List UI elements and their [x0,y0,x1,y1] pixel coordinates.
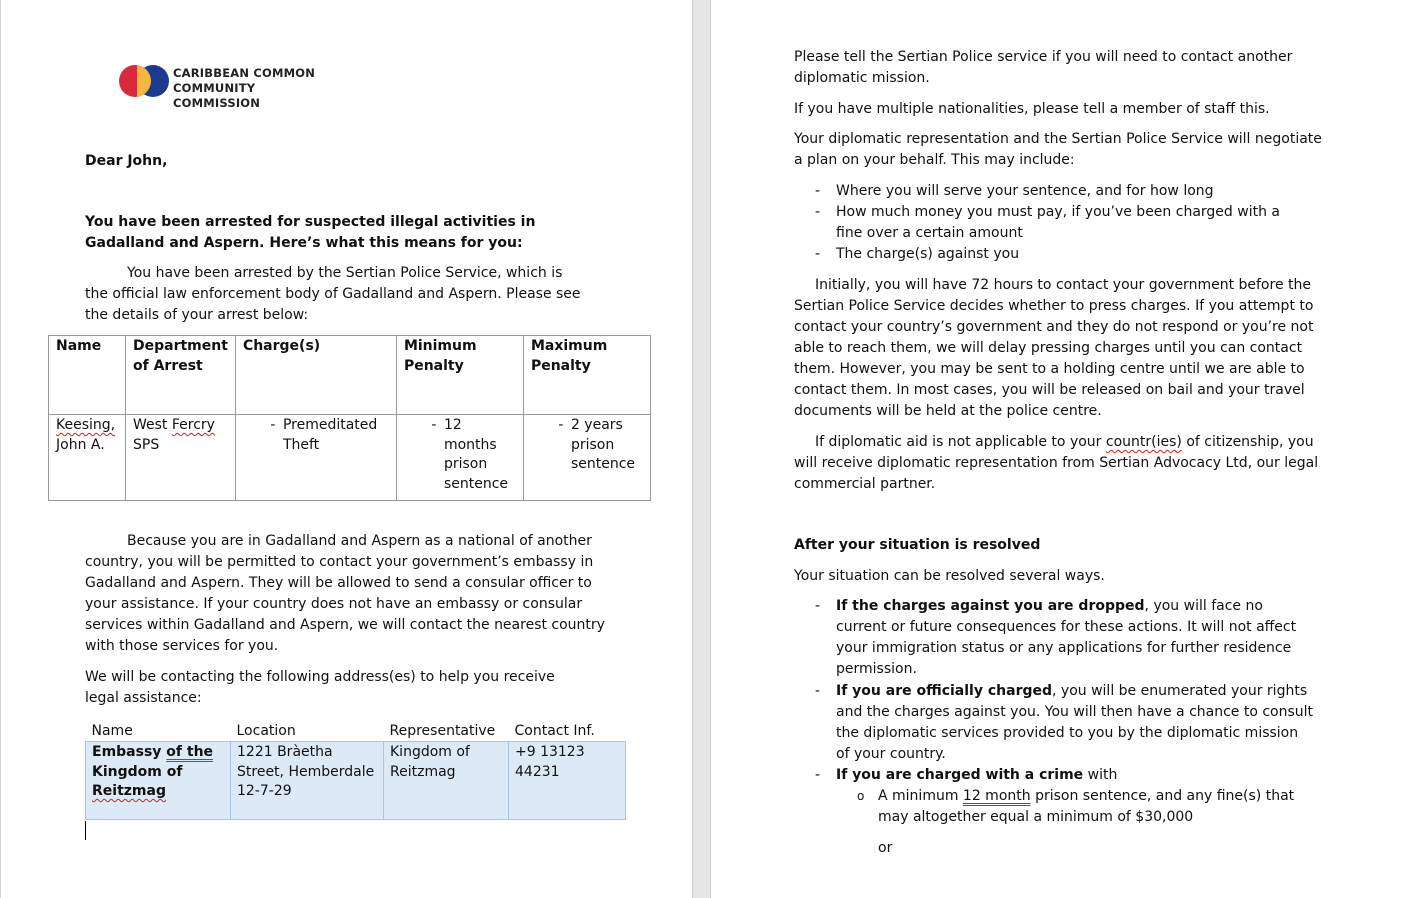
outcome-2-rest: , you will be enumerated your rights and the charges against you. You will then have a chance to consult the diplomatic services provided to you by the diplomatic mission of your country. [836,683,1314,762]
aid-countries-word: countr(ies) [1105,434,1182,450]
resolved-heading: After your situation is resolved [794,537,1041,553]
initially-paragraph: Initially, you will have 72 hours to contact your government before the Sertian Police Service decides whether to press charges. If you attempt to contact your country’s government and they do not respond or you’re not able to reach them, we will delay pressing charges until you can contact them. However, you may be sent to a holding centre until we are able to contact them. In most cases, you will be released on bail and your travel documents will be held at the police centre. [794,277,1314,419]
contact-cell-location[interactable]: 1221 Bràetha Street, Hemberdale 12-7-29 [231,742,384,820]
plan-item-text: Where you will serve your sentence, and for how long [836,183,1214,199]
bullet-dash: - [431,417,437,433]
intro-paragraph: You have been arrested by the Sertian Police Service, which is the official law enforcement body of Gadalland and Aspern. Please see the details of your arrest below: [85,265,581,323]
logo-text-line2: COMMUNITY COMMISSION [173,81,261,110]
nationalities-paragraph: If you have multiple nationalities, please tell a member of staff this. [794,101,1270,117]
resolved-paragraph: Your situation can be resolved several ways. [794,568,1105,584]
contacting-paragraph: We will be contacting the following address(es) to help you receive legal assistance: [85,669,555,706]
mission-paragraph: Please tell the Sertian Police service if you will need to contact another diplomatic mission. [794,49,1293,86]
arrest-heading: You have been arrested for suspected illegal activities in Gadalland and Aspern. Here’s what this means for you: [85,214,536,251]
sub-text-2: prison sentence, and any fine(s) that may altogether equal a minimum of $30,000 [878,788,1295,825]
contact-table-row[interactable] [86,742,626,820]
cell-min-penalty [396,415,523,501]
aid-text-2: of citizenship, you will receive diplomatic representation from Sertian Advocacy Ltd, our legal commercial partner. [794,434,1319,492]
header-max-penalty: Maximum Penalty [523,336,650,415]
embassy-reitzmag: Reitzmag [92,783,166,799]
min-penalty-text: 12 months prison sentence [443,417,509,492]
outcome-1-bold: If the charges against you are dropped [836,598,1145,614]
plan-item-text: How much money you must pay, if you’ve been charged with a fine over a certain amount [836,204,1280,241]
bullet-circle: o [857,789,865,803]
aid-text-1: If diplomatic aid is not applicable to your [815,434,1102,450]
name-first: John A. [56,436,105,453]
header-min-penalty: Minimum Penalty [396,336,523,415]
plan-item [815,244,1316,265]
contact-cell-representative[interactable]: Kingdom of Reitzmag [384,742,509,820]
header-charges: Charge(s) [235,336,396,415]
contact-header-contact: Contact Inf. [514,723,595,739]
embassy-word: Embassy [92,744,162,760]
bullet-dash: - [815,767,821,783]
bullet-dash: - [815,204,821,220]
text-cursor [85,821,86,840]
outcome-3-bold: If you are charged with a crime [836,767,1084,783]
max-penalty-text: 2 years prison sentence [570,417,636,472]
header-department: Department of Arrest [126,336,236,415]
plan-item [815,202,1296,244]
contact-address-table [85,719,626,820]
arrest-table-header-row [49,336,651,415]
dept-word-1: West [133,417,168,433]
embassy-of-the: of the [166,744,214,760]
bullet-dash: - [815,183,821,199]
outcome-text [836,681,1316,765]
outcome-text [836,765,1117,786]
bullet-dash: - [558,417,564,433]
dept-word-2: Fercry [171,417,215,433]
arrest-table-row [49,415,651,501]
outcome-item [815,765,1316,786]
sub-outcome-text [878,786,1328,828]
contact-cell-name[interactable] [86,742,231,820]
plan-item-text: The charge(s) against you [836,246,1020,262]
cell-department [126,415,236,501]
document-page-1 [0,0,693,898]
bullet-dash: - [270,417,276,433]
bullet-dash: - [815,598,821,614]
outcome-2-bold: If you are officially charged [836,683,1053,699]
outcome-item [815,596,1311,680]
contact-cell-contact[interactable]: +9 13123 44231 [509,742,626,820]
cell-charges [235,415,396,501]
sub-text-1: A minimum [878,788,959,804]
contact-header-representative: Representative [389,723,496,739]
or-text: or [878,840,893,856]
cell-name [49,415,126,501]
plan-paragraph: Your diplomatic representation and the Sertian Police Service will negotiate a plan on your behalf. This may include: [794,131,1322,168]
contact-header-location: Location [236,723,296,739]
national-paragraph: Because you are in Gadalland and Aspern as a national of another country, you will be permitted to contact your government’s embassy in Gadalland and Aspern. They will be allowed to send a consular officer to your assistance. If your country does not have an embassy or consular services within Gadalland and Aspern, we will contact the nearest country with those services for you. [85,533,605,654]
outcome-text [836,596,1311,680]
document-page-2 [710,0,1404,898]
bullet-dash: - [815,683,821,699]
cell-max-penalty [523,415,650,501]
charge-text: Premeditated Theft [282,417,378,453]
outcome-item [815,681,1316,765]
dept-word-3: SPS [133,436,160,453]
bullet-dash: - [815,246,821,262]
embassy-kingdom: Kingdom of [92,763,183,780]
arrest-details-table [48,335,651,501]
sub-outcome-item [857,786,1328,828]
outcome-3-rest: with [1083,767,1118,783]
outcome-1-rest: , you will face no current or future consequences for these actions. It will not affect your immigration status or any applications for further residence permission. [836,598,1297,677]
sub-link-text: 12 month [962,788,1031,804]
header-name: Name [49,336,126,415]
organization-logo [119,64,339,110]
logo-text-line1: CARIBBEAN COMMON [173,66,316,80]
logo-yellow-overlap [137,65,151,97]
contact-table-header-row [86,719,626,742]
greeting: Dear John, [85,153,168,169]
plan-item [815,181,1316,202]
diplomatic-aid-paragraph [794,432,1324,495]
contact-header-name: Name [91,723,133,739]
name-last: Keesing, [56,417,116,433]
